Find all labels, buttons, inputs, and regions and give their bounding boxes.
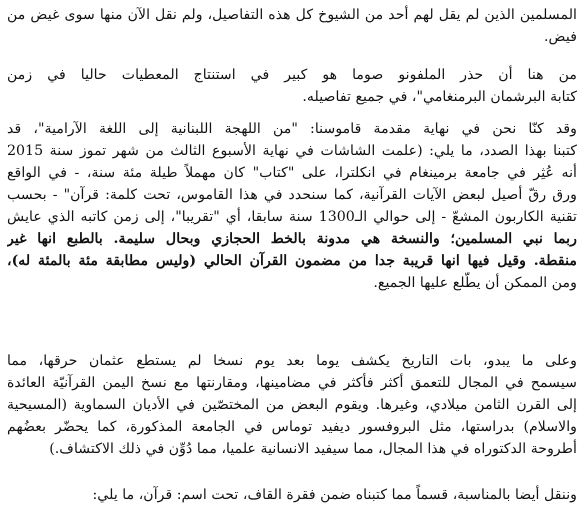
paragraph-line: وقد كنّا نحن في نهاية مقدمة قاموسنا: "من اللهجة اللبنانية إلى اللغة الآرامية"، قد	[7, 121, 577, 137]
paragraph-2	[7, 64, 577, 108]
paragraph-line: أنه عُثِر في جامعة برمينغام في انكلترا، على "كتاب" كان مهملاً طيلة مئة سنة، - في الواقع	[7, 165, 577, 181]
paragraph-1	[7, 4, 577, 48]
paragraph-line: ومن الممكن أن يطّلع عليها الجميع.	[373, 275, 577, 291]
paragraph-line-bold: ربما نبي المسلمين؛ والنسخة هي مدونة بالخط الحجازي وبحال سليمة. بالطبع انها غير	[7, 231, 577, 247]
paragraph-line: كتابة البرشمان البرمنغامي"، في جميع تفاصيله.	[302, 89, 577, 105]
paragraph-line: سيسمح في المجال للتعمق أكثر فأكثر في مضامينها، ومقارنتها مع نسخ اليمن القرآنيّة العائدة	[7, 375, 577, 391]
paragraph-line: أطروحة الدكتوراه في هذا المجال، مما سيفيد الانسانية علميا، مما دُوِّن في ذلك الاكتشاف.)	[49, 441, 577, 457]
paragraph-line: وعلى ما يبدو، بات التاريخ يكشف يوما بعد يوم نسخا لم يستطع عثمان حرقها، مما	[7, 353, 577, 369]
paragraph-5	[7, 484, 577, 506]
paragraph-line: والاسلام) بدراستها، مثل البروفسور ديفيد توماس في الجامعة المذكورة، كما يحضّر بعضُهم	[7, 419, 577, 435]
paragraph-line: وننقل أيضا بالمناسبة، قسماً مما كتبناه ضمن فقرة القاف، تحت اسم: قرآن، ما يلي:	[92, 487, 577, 503]
paragraph-line-bold: منقطة. وقيل فيها انها قريبة جدا من مضمون القرآن الحالي (وليس مطابقة مئة بالمئة له)،	[7, 253, 577, 269]
paragraph-3	[7, 118, 577, 294]
paragraph-line: من هنا أن حذر الملفونو صوما هو كبير في استنتاج المعطيات حاليا في زمن	[7, 67, 577, 83]
paragraph-line: ورق رقّ أصيل لبعض الآيات القرآنية، كما سنحدد في هذا القاموس، تحت كلمة: قرآن" - بحسب	[7, 187, 577, 203]
paragraph-line: المسلمين الذين لم يقل لهم أحد من الشيوخ كل هذه التفاصيل، ولم نقل الآن منها سوى غيض من	[7, 7, 577, 23]
paragraph-line: إلى القرن الثامن ميلادي، وغيرها. ويقوم البعض من المختصّين في الأديان السماوية (المسيحية	[7, 397, 577, 413]
paragraph-4	[7, 350, 577, 460]
paragraph-line: فيض.	[544, 29, 577, 45]
paragraph-line: تقنية الكاربون المشعّ - إلى حوالي الـ1300 سنة سابقا، أي "تقريبا"، إلى زمن كاتبه الذي عايش	[7, 209, 577, 225]
paragraph-line: كتبنا بهذا الصدد، ما يلي: (علمت الشاشات في نهاية الأسبوع الثالث من شهر تموز سنة 2015	[7, 143, 577, 159]
